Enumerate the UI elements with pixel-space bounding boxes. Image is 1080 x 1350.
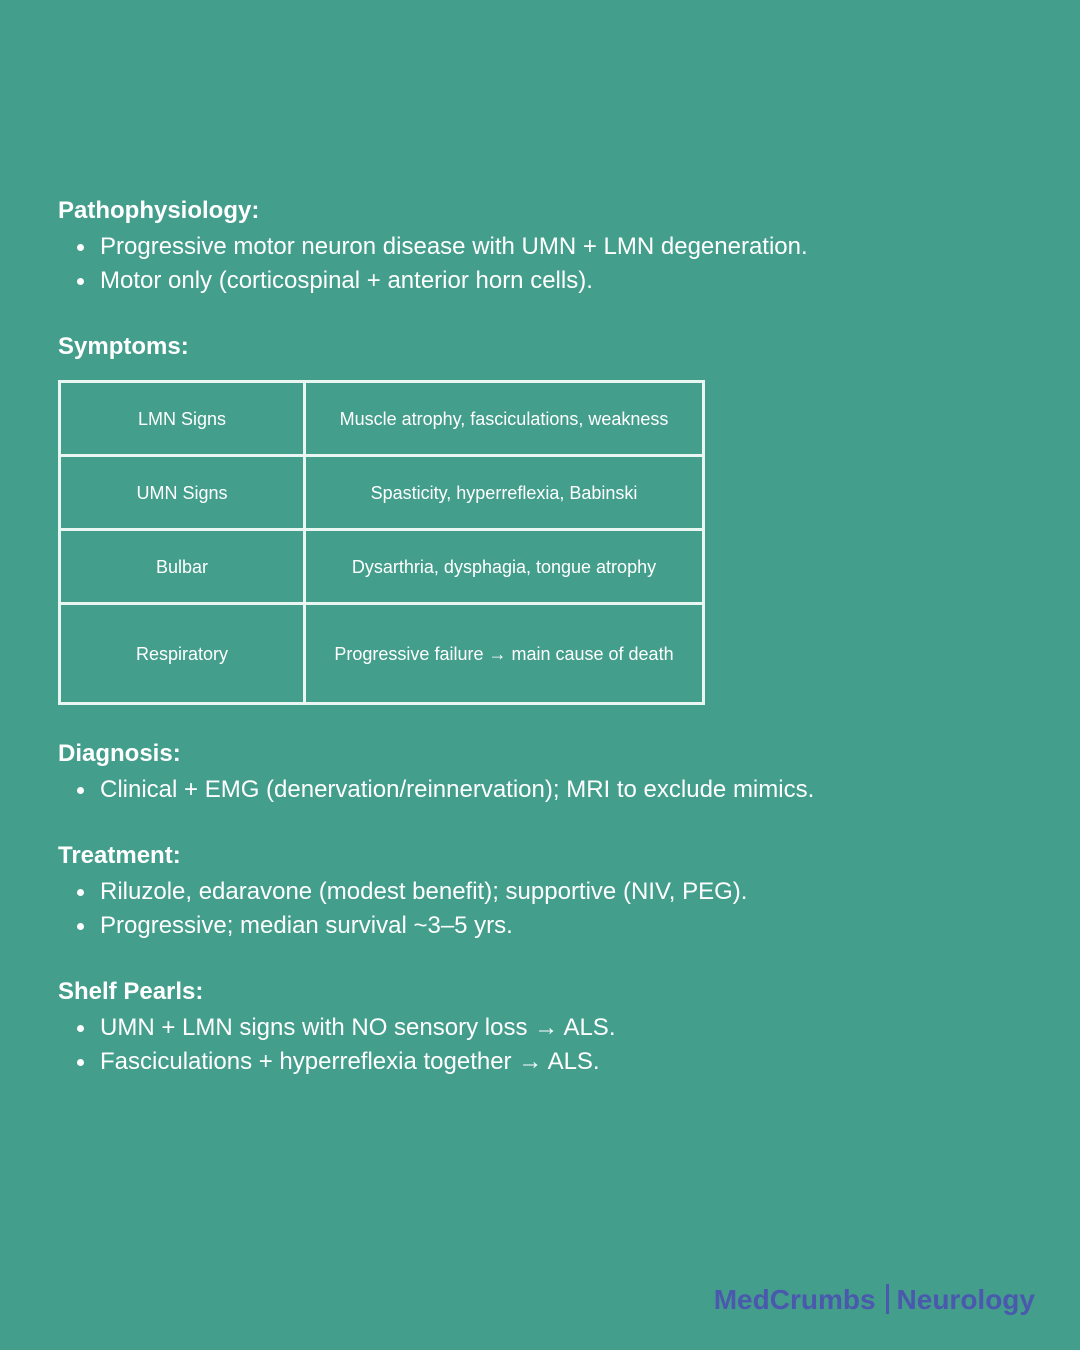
table-cell-label: LMN Signs bbox=[60, 382, 305, 456]
symptoms-table bbox=[58, 380, 705, 705]
treatment-section bbox=[58, 841, 1018, 943]
brand-divider bbox=[886, 1284, 889, 1314]
diagnosis-list bbox=[58, 773, 1018, 807]
pathophysiology-heading: Pathophysiology: bbox=[58, 197, 260, 224]
table-cell-label: UMN Signs bbox=[60, 456, 305, 530]
shelf-pearls-heading: Shelf Pearls: bbox=[58, 978, 204, 1005]
brand-topic: Neurology bbox=[896, 1284, 1035, 1315]
symptoms-section bbox=[58, 332, 1018, 705]
treatment-heading: Treatment: bbox=[58, 842, 181, 869]
diagnosis-section bbox=[58, 739, 1018, 807]
list-item: Riluzole, edaravone (modest benefit); supportive (NIV, PEG). bbox=[58, 875, 1018, 909]
list-item: UMN + LMN signs with NO sensory loss → ALS. bbox=[58, 1011, 1018, 1045]
shelf-pearls-section bbox=[58, 977, 1018, 1079]
list-item: Motor only (corticospinal + anterior horn cells). bbox=[58, 264, 1018, 298]
table-row bbox=[60, 530, 704, 604]
pathophysiology-list bbox=[58, 230, 1018, 298]
table-cell-detail: Muscle atrophy, fasciculations, weakness bbox=[305, 382, 704, 456]
table-cell-detail: Dysarthria, dysphagia, tongue atrophy bbox=[305, 530, 704, 604]
table-row bbox=[60, 604, 704, 704]
table-cell-label: Respiratory bbox=[60, 604, 305, 704]
symptoms-heading: Symptoms: bbox=[58, 333, 189, 360]
table-cell-detail: Spasticity, hyperreflexia, Babinski bbox=[305, 456, 704, 530]
list-item: Clinical + EMG (denervation/reinnervation); MRI to exclude mimics. bbox=[58, 773, 1018, 807]
table-cell-label: Bulbar bbox=[60, 530, 305, 604]
shelf-pearls-list bbox=[58, 1011, 1018, 1079]
table-cell-detail: Progressive failure → main cause of death bbox=[305, 604, 704, 704]
list-item: Progressive; median survival ~3–5 yrs. bbox=[58, 909, 1018, 943]
table-row bbox=[60, 382, 704, 456]
pathophysiology-section bbox=[58, 196, 1018, 298]
card-content bbox=[58, 196, 1018, 1079]
table-row bbox=[60, 456, 704, 530]
list-item: Fasciculations + hyperreflexia together → ALS. bbox=[58, 1045, 1018, 1079]
treatment-list bbox=[58, 875, 1018, 943]
brand-footer bbox=[714, 1282, 1035, 1318]
brand-name: MedCrumbs bbox=[713, 1284, 876, 1315]
diagnosis-heading: Diagnosis: bbox=[58, 740, 181, 767]
list-item: Progressive motor neuron disease with UMN + LMN degeneration. bbox=[58, 230, 1018, 264]
